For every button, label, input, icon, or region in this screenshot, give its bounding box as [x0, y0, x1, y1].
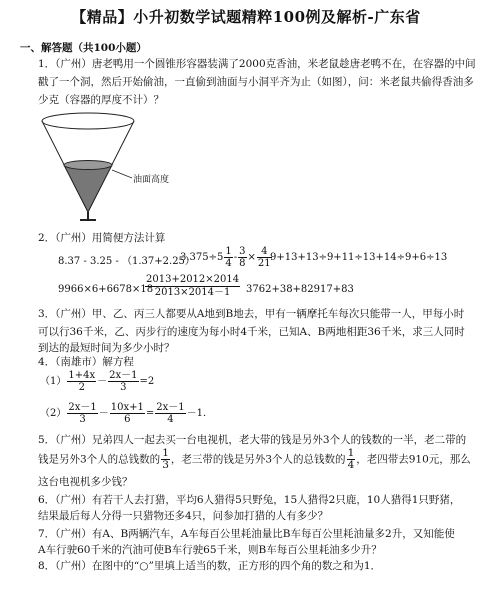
minus-sign: － [98, 408, 109, 419]
numerator: 1 [347, 447, 355, 459]
minus-sign: - [233, 252, 238, 263]
q4-eq2-fraction-3 [155, 402, 185, 425]
q2-e2-fraction-2 [238, 246, 246, 269]
q8-line1: 8．（广州）在图中的“○”里填上适当的数，正方形的四个角的数之和为1． [38, 560, 382, 572]
oil-level-label: 油面高度 [133, 175, 170, 185]
q2-e2-text: 3.375÷5 [180, 252, 224, 263]
cone-container-figure [38, 108, 198, 226]
denominator: 4 [225, 258, 232, 269]
q4-equation-2 [40, 402, 213, 425]
q5-text-b: ，老三带的钱是另外3个人的总钱数的 [170, 453, 346, 466]
q4-eq1-fraction-1 [67, 370, 96, 393]
q2-expression-6: 3762+38+82917+83 [246, 284, 354, 295]
q5-line2 [38, 448, 471, 471]
q6-line1: 6．（广州）有若干人去打猎，平均6人猎得5只野兔，15人猎得2只鹿，10人猎得1只野猪， [38, 494, 461, 506]
denominator: 6 [124, 414, 131, 425]
q1-line1: 1．（广州）唐老鸭用一个圆锥形容器装满了2000克香油，米老鼠趁唐老鸭不在，在容器的中间 [38, 58, 476, 70]
numerator: 4 [257, 246, 272, 258]
equation-rhs: －1． [186, 408, 213, 419]
q2-expression-4: 9966×6+6678×18 [58, 284, 154, 295]
times-sign: × [247, 252, 256, 263]
q2-expression-1: 8.37 - 3.25 - （1.37+2.25） [58, 256, 195, 267]
q4-line1: 4．（南雄市）解方程 [38, 356, 134, 368]
numerator: 3 [239, 246, 246, 257]
q2-line1: 2．（广州）用简便方法计算 [38, 232, 166, 244]
numerator: 2x－1 [109, 370, 138, 381]
equals-sign: = [145, 408, 155, 419]
denominator: 2 [78, 382, 85, 393]
q5-fraction-2 [347, 448, 356, 471]
q2-e5-fraction [145, 274, 240, 299]
numerator: 1 [162, 447, 169, 459]
q3-line2: 可以行36千米，乙、丙步行的速度为每小时4千米，已知A、B两地相距36千米，求三人同时 [38, 326, 465, 338]
numerator: 1+4x [68, 370, 96, 381]
q7-line1: 7．（广州）有A、B两辆汽车，A车每百公里耗油量比B车每百公里耗油量多2升，又知能使 [38, 528, 455, 540]
denominator: 4 [167, 414, 174, 425]
q4-equation-1 [40, 370, 154, 393]
numerator: 2013+2012×2014 [146, 274, 240, 285]
q3-line3: 到达的最短时间为多少小时？ [38, 342, 175, 354]
denominator: 3 [162, 459, 169, 471]
denominator: 4 [347, 459, 355, 471]
q4-eq1-fraction-2 [108, 370, 138, 393]
denominator: 8 [239, 258, 246, 269]
q5-fraction-1 [161, 448, 170, 471]
q4-eq2-fraction-2 [110, 402, 145, 425]
q5-text-a: 钱是另外3个人的总钱数的 [38, 453, 161, 466]
q1-line2: 戳了一个洞，然后开始偷油，一直偷到油面与小洞平齐为止（如图），问：米老鼠共偷得香油多 [38, 76, 474, 88]
numerator: 1 [225, 246, 232, 257]
section-heading: 一、解答题（共100小题） [20, 42, 147, 54]
numerator: 2x－1 [156, 402, 185, 413]
q2-expression-5 [144, 274, 241, 299]
q4-eq2-fraction-1 [67, 402, 97, 425]
equation-rhs: =2 [139, 376, 155, 387]
q3-line1: 3．（广州）甲、乙、丙三人都要从A地到B地去，甲有一辆摩托车每次只能带一人，甲每小时 [38, 308, 465, 320]
q6-line2: 结果最后每人分得一只猎物还多4只，问参加打猎的人有多少？ [38, 510, 329, 522]
q2-expression-2 [180, 246, 273, 269]
denominator: 2013×2014－1 [154, 287, 231, 298]
q5-line3: 这台电视机多少钱？ [38, 476, 133, 488]
q5-line1: 5．（广州）兄弟四人一起去买一台电视机，老大带的钱是另外3个人的钱数的一半，老二带的 [38, 434, 467, 446]
q2-e2-fraction-1 [224, 246, 232, 269]
denominator: 21 [257, 258, 271, 269]
minus-sign: － [97, 376, 108, 387]
denominator: 3 [120, 382, 127, 393]
denominator: 3 [79, 414, 86, 425]
numerator: 10x+1 [110, 402, 144, 413]
equation-label: （2） [40, 408, 67, 419]
q5-text-c: ，老四带去910元，那么 [356, 453, 471, 466]
numerator: 2x－1 [68, 402, 97, 413]
page-title: 【精品】小升初数学试题精粹100例及解析-广东省 [71, 8, 421, 26]
equation-label: （1） [40, 376, 67, 387]
q7-line2: A车行驶60千米的汽油可使B车行驶65千米，则B车每百公里耗油多少升？ [38, 544, 382, 556]
q1-line3: 少克（容器的厚度不计）？ [38, 94, 164, 106]
q2-expression-3: 9+13+13÷9+11÷13+14÷9+6÷13 [270, 252, 448, 263]
